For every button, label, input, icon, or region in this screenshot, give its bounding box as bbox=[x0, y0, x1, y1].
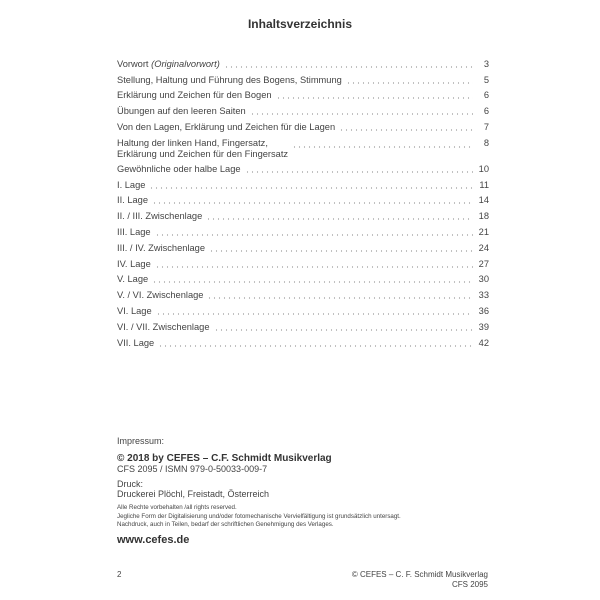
toc-entry-title: II. Lage bbox=[117, 195, 149, 206]
impressum bbox=[117, 436, 401, 546]
toc-entry[interactable] bbox=[117, 175, 489, 191]
dot-leader bbox=[155, 266, 473, 268]
dot-leader bbox=[152, 281, 473, 283]
page-title: Inhaltsverzeichnis bbox=[247, 17, 353, 31]
toc-entry[interactable] bbox=[117, 159, 489, 175]
toc-entry-page: 10 bbox=[478, 163, 489, 174]
toc-entry[interactable] bbox=[117, 191, 489, 207]
toc-entry-page: 18 bbox=[478, 211, 489, 222]
toc-entry-title: V. / VI. Zwischenlage bbox=[117, 290, 204, 301]
toc-entry-page: 24 bbox=[478, 242, 489, 253]
toc-entry-page: 7 bbox=[483, 121, 489, 132]
isbn: CFS 2095 / ISMN 979-0-50033-009-7 bbox=[117, 464, 268, 474]
toc-entry-page: 33 bbox=[478, 290, 489, 301]
toc-entry[interactable] bbox=[117, 101, 489, 117]
dot-leader bbox=[346, 82, 473, 84]
toc-entry-page: 11 bbox=[479, 179, 489, 190]
toc-entry[interactable] bbox=[117, 254, 489, 270]
dot-leader bbox=[292, 146, 473, 148]
dot-leader bbox=[158, 345, 473, 347]
toc-entry-title: Gewöhnliche oder halbe Lage bbox=[117, 163, 241, 174]
dot-leader bbox=[206, 218, 473, 220]
toc-entry-page: 36 bbox=[478, 305, 489, 316]
toc-entry[interactable] bbox=[117, 70, 489, 86]
druck-label: Druck: bbox=[117, 479, 144, 489]
toc-entry[interactable] bbox=[117, 285, 489, 301]
toc-entry[interactable] bbox=[117, 301, 489, 317]
toc-entry-page: 14 bbox=[478, 195, 489, 206]
toc-entry-page: 5 bbox=[483, 74, 489, 85]
toc-entry[interactable] bbox=[117, 238, 489, 254]
toc-entry-page: 42 bbox=[478, 337, 489, 348]
dot-leader bbox=[339, 129, 473, 131]
impressum-heading: Impressum: bbox=[117, 436, 165, 446]
toc-entry[interactable] bbox=[117, 222, 489, 238]
druck: Druckerei Plöchl, Freistadt, Österreich bbox=[117, 489, 270, 499]
rights-1: Alle Rechte vorbehalten /all rights reserved. bbox=[117, 504, 237, 511]
toc-entry-title: III. / IV. Zwischenlage bbox=[117, 242, 206, 253]
page-number: 2 bbox=[117, 570, 122, 579]
toc-entry-page: 6 bbox=[483, 106, 489, 117]
toc-entry-page: 6 bbox=[483, 90, 489, 101]
toc-entry-title: V. Lage bbox=[117, 274, 149, 285]
dot-leader bbox=[224, 66, 473, 68]
dot-leader bbox=[245, 171, 473, 173]
dot-leader bbox=[155, 234, 473, 236]
footer-publisher-name: © CEFES – C. F. Schmidt Musikverlag bbox=[351, 570, 488, 579]
toc-entry-page: 8 bbox=[483, 137, 489, 148]
footer-publisher bbox=[352, 570, 488, 590]
dot-leader bbox=[152, 202, 473, 204]
dot-leader bbox=[276, 97, 473, 99]
footer-code: CFS 2095 bbox=[451, 580, 488, 589]
toc-entry-title: Von den Lagen, Erklärung und Zeichen für die Lagen bbox=[117, 121, 336, 132]
toc-entry-title: IV. Lage bbox=[117, 258, 151, 269]
dot-leader bbox=[156, 313, 473, 315]
dot-leader bbox=[149, 187, 473, 189]
toc-entry[interactable] bbox=[117, 317, 489, 333]
rights-2: Jegliche Form der Digitalisierung und/oder fotomechanische Vervielfältigung ist grundsätzlich untersagt. bbox=[117, 512, 401, 520]
toc-entry[interactable] bbox=[117, 270, 489, 286]
dot-leader bbox=[207, 297, 473, 299]
toc-entry-title: VI. Lage bbox=[117, 305, 152, 316]
toc-entry-page: 39 bbox=[478, 321, 489, 332]
toc-entry-title: Erklärung und Zeichen für den Bogen bbox=[117, 90, 272, 101]
toc-entry-title: Haltung der linken Hand, Fingersatz, Erklärung und Zeichen für den Fingersatz bbox=[117, 137, 289, 159]
toc-entry-page: 27 bbox=[478, 258, 489, 269]
copyright: © 2018 by CEFES – C.F. Schmidt Musikverlag bbox=[117, 453, 332, 464]
toc-entry[interactable] bbox=[117, 54, 489, 70]
toc-entry-page: 3 bbox=[483, 58, 489, 69]
toc-entry-title: Stellung, Haltung und Führung des Bogens, Stimmung bbox=[117, 74, 342, 85]
toc-entry-title: VI. / VII. Zwischenlage bbox=[117, 321, 210, 332]
toc-entry[interactable] bbox=[117, 86, 489, 102]
toc-entry-title: III. Lage bbox=[117, 226, 151, 237]
rights-3: Nachdruck, auch in Teilen, bedarf der schriftlichen Genehmigung des Verlages. bbox=[117, 521, 334, 528]
dot-leader bbox=[250, 113, 473, 115]
toc-entry-page: 21 bbox=[478, 226, 489, 237]
dot-leader bbox=[209, 250, 473, 252]
toc-entry-title: Übungen auf den leeren Saiten bbox=[117, 106, 246, 117]
table-of-contents bbox=[117, 54, 489, 349]
toc-entry-title: II. / III. Zwischenlage bbox=[117, 211, 203, 222]
website-link[interactable]: www.cefes.de bbox=[117, 533, 190, 546]
toc-entry[interactable] bbox=[117, 206, 489, 222]
toc-entry[interactable] bbox=[117, 333, 489, 349]
toc-entry-title: VII. Lage bbox=[117, 337, 155, 348]
toc-entry-title: Vorwort (Originalvorwort) bbox=[117, 58, 220, 69]
dot-leader bbox=[214, 329, 474, 331]
toc-entry-page: 30 bbox=[478, 274, 489, 285]
toc-entry[interactable] bbox=[117, 117, 489, 133]
toc-entry[interactable] bbox=[117, 133, 489, 159]
toc-entry-title: I. Lage bbox=[117, 179, 146, 190]
